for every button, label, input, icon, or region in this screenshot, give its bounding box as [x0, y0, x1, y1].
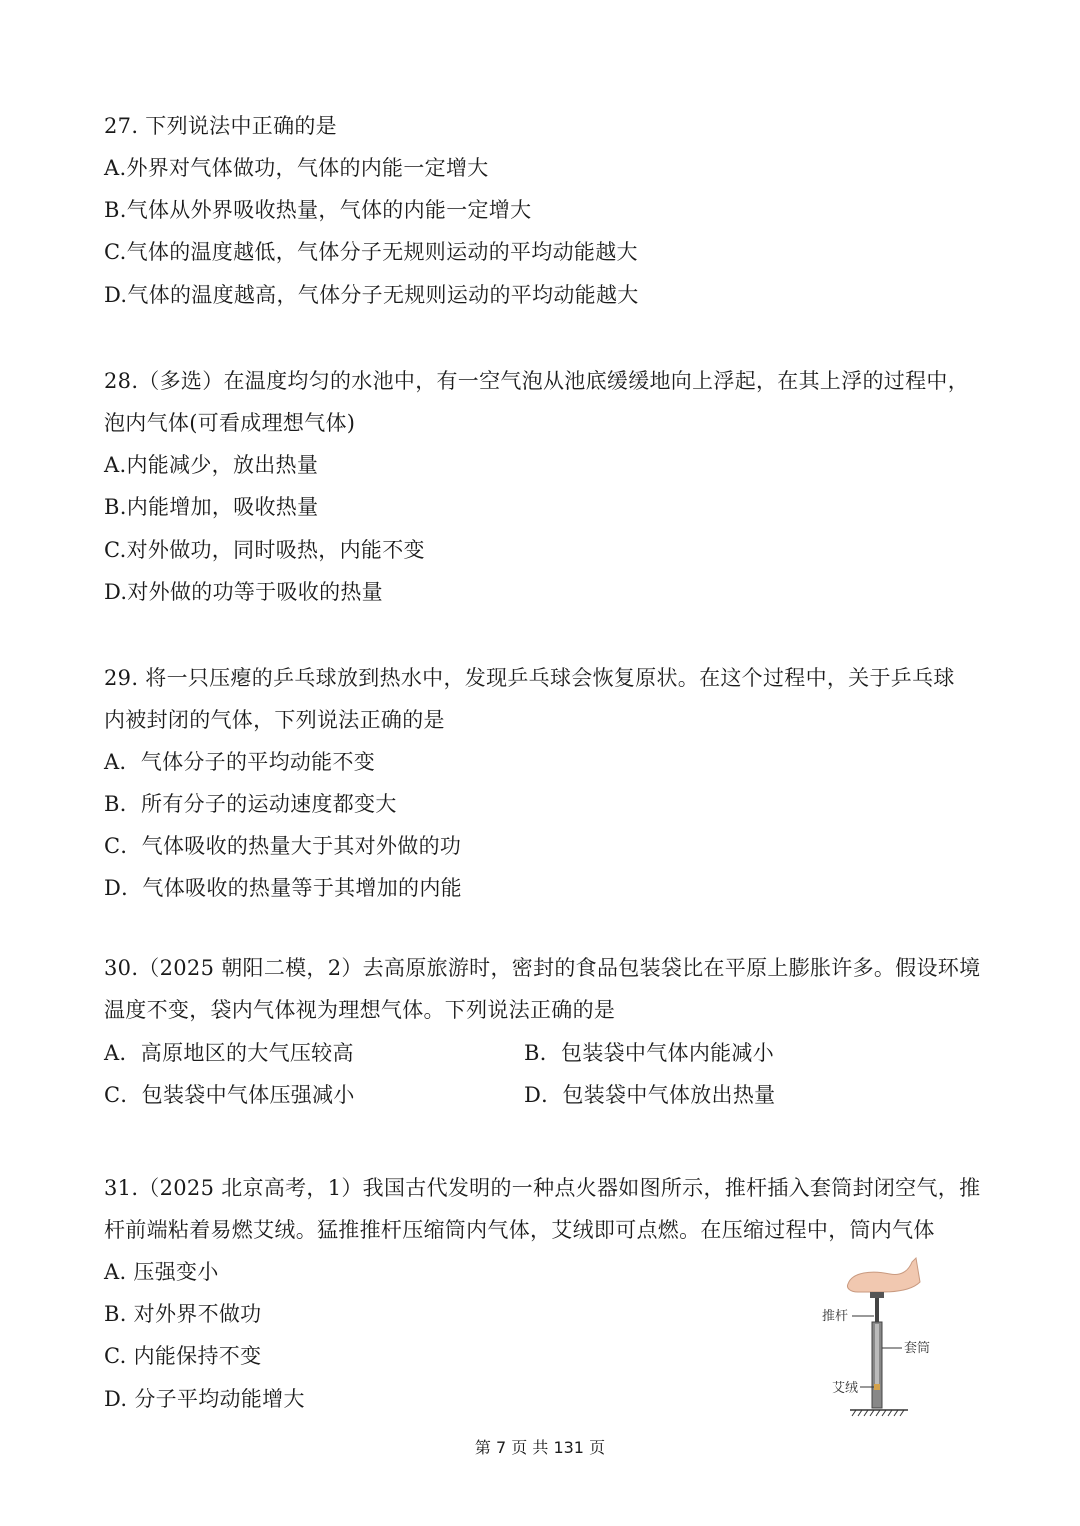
tinder-mark: [874, 1384, 880, 1390]
push-rod-cap: [870, 1292, 884, 1298]
q28-option-a: A.内能减少，放出热量: [104, 453, 319, 477]
q29-option-b: B．所有分子的运动速度都变大: [104, 792, 397, 816]
q27-option-d: D.气体的温度越高，气体分子无规则运动的平均动能越大: [104, 283, 639, 307]
q30-stem-line-2: 温度不变，袋内气体视为理想气体。下列说法正确的是: [104, 998, 616, 1022]
q31-option-c: C. 内能保持不变: [104, 1344, 262, 1368]
ground-hatch: [852, 1410, 904, 1416]
q29-option-c: C．气体吸收的热量大于其对外做的功: [104, 834, 462, 858]
q29-option-d: D．气体吸收的热量等于其增加的内能: [104, 876, 462, 900]
q28-stem-line-1: 28.（多选）在温度均匀的水池中，有一空气泡从池底缓缓地向上浮起，在其上浮的过程中，: [104, 369, 969, 393]
q28-stem-line-2: 泡内气体(可看成理想气体): [104, 411, 356, 435]
page-footer: 第 7 页 共 131 页: [474, 1438, 606, 1457]
q30-option-d: D．包装袋中气体放出热量: [524, 1083, 776, 1107]
q27-stem: 27. 下列说法中正确的是: [104, 114, 337, 138]
q31-option-b: B. 对外界不做功: [104, 1302, 262, 1326]
q29-stem-line-1: 29. 将一只压瘪的乒乓球放到热水中，发现乒乓球会恢复原状。在这个过程中，关于乒乓球: [104, 666, 955, 690]
q30-option-a: A．高原地区的大气压较高: [104, 1041, 354, 1065]
q27-option-a: A.外界对气体做功，气体的内能一定增大: [104, 156, 489, 180]
q31-stem-line-2: 杆前端粘着易燃艾绒。猛推推杆压缩筒内气体，艾绒即可点燃。在压缩过程中，筒内气体: [104, 1218, 935, 1242]
q30-stem-line-1: 30.（2025 朝阳二模，2）去高原旅游时，密封的食品包装袋比在平原上膨胀许多。假设环境: [104, 956, 981, 980]
q29-option-a: A．气体分子的平均动能不变: [104, 750, 376, 774]
q30-option-b: B．包装袋中气体内能减小: [524, 1041, 775, 1065]
q28-option-d: D.对外做的功等于吸收的热量: [104, 580, 383, 604]
sleeve-label: 套筒: [904, 1341, 931, 1356]
q29-stem-line-2: 内被封闭的气体，下列说法正确的是: [104, 708, 445, 732]
q31-option-d: D. 分子平均动能增大: [104, 1387, 305, 1411]
push-rod-label: 推杆: [822, 1309, 849, 1324]
q31-stem-line-1: 31.（2025 北京高考，1）我国古代发明的一种点火器如图所示，推杆插入套筒封闭空气，推: [104, 1176, 981, 1200]
fire-piston-figure: [812, 1252, 932, 1422]
sleeve-inner: [875, 1324, 879, 1384]
q28-option-b: B.内能增加，吸收热量: [104, 495, 319, 519]
hand-icon: [847, 1258, 920, 1292]
q28-option-c: C.对外做功，同时吸热，内能不变: [104, 538, 425, 562]
q27-option-c: C.气体的温度越低，气体分子无规则运动的平均动能越大: [104, 240, 638, 264]
q31-option-a: A. 压强变小: [104, 1260, 219, 1284]
q27-option-b: B.气体从外界吸收热量，气体的内能一定增大: [104, 198, 532, 222]
tinder-label: 艾绒: [832, 1381, 859, 1396]
q30-option-c: C．包装袋中气体压强减小: [104, 1083, 355, 1107]
